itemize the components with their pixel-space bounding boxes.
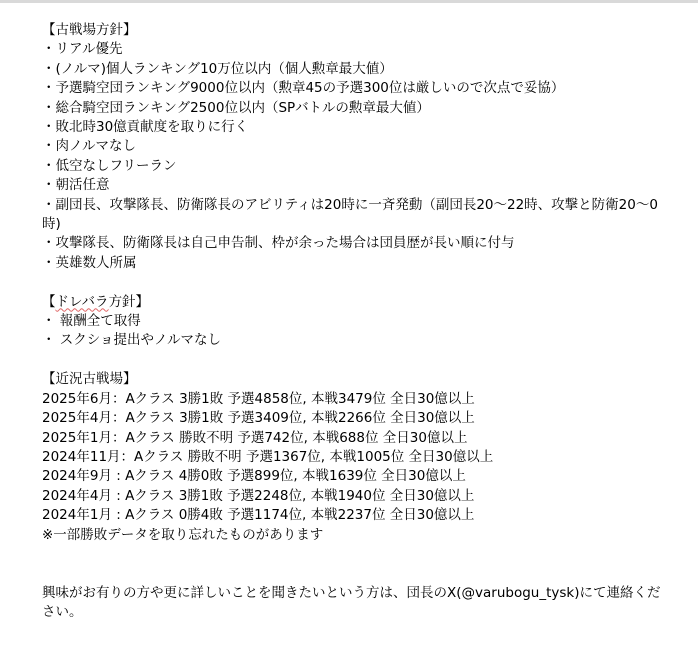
dorebara-heading-open: 【 bbox=[42, 293, 56, 310]
contact-text: 興味がお有りの方や更に詳しいことを聞きたいという方は、団長のX(@varubogu_tysk)にて連絡ください。 bbox=[42, 584, 661, 621]
recent-heading: 【近況古戦場】 bbox=[42, 371, 137, 388]
recent-item-2: 2025年4月：Aクラス 3勝1敗 予選3409位, 本戦2266位 全日30億以上 bbox=[42, 410, 475, 427]
senjo-item-2: ・(ノルマ)個人ランキング10万位以内（個人勲章最大値） bbox=[42, 60, 393, 77]
senjo-heading: 【古戦場方針】 bbox=[42, 22, 137, 38]
senjo-item-4: ・総合騎空団ランキング2500位以内（SPバトルの勲章最大値） bbox=[42, 99, 430, 116]
spellcheck-underlined-word: ドレバラ bbox=[55, 293, 109, 310]
spacer bbox=[42, 351, 662, 370]
recent-item-4: 2024年11月：Aクラス 勝敗不明 予選1367位, 本戦1005位 全日30億以上 bbox=[42, 448, 494, 465]
spacer bbox=[42, 273, 662, 292]
senjo-item-11: ・英雄数人所属 bbox=[42, 254, 137, 271]
dorebara-item-2: ・ スクショ提出やノルマなし bbox=[42, 332, 221, 349]
recent-item-7: 2024年1月 : Aクラス 0勝4敗 予選1174位, 本戦2237位 全日30億以上 bbox=[42, 507, 475, 524]
spacer bbox=[42, 545, 662, 584]
senjo-item-1: ・リアル優先 bbox=[42, 41, 123, 58]
top-divider bbox=[0, 0, 698, 3]
document-body bbox=[42, 21, 662, 623]
dorebara-heading-close: 方針】 bbox=[108, 293, 150, 310]
recent-item-1: 2025年6月：Aクラス 3勝1敗 予選4858位, 本戦3479位 全日30億以上 bbox=[42, 390, 475, 407]
senjo-item-7: ・低空なしフリーラン bbox=[42, 157, 177, 174]
recent-item-6: 2024年4月 : Aクラス 3勝1敗 予選2248位, 本戦1940位 全日30億以上 bbox=[42, 487, 475, 504]
senjo-item-8: ・朝活任意 bbox=[42, 177, 110, 194]
senjo-item-9: ・副団長、攻撃隊長、防衛隊長のアビリティは20時に一斉発動（副団長20～22時、攻撃と防衛20～0時) bbox=[42, 196, 658, 233]
dorebara-item-1: ・ 報酬全て取得 bbox=[42, 313, 141, 330]
recent-note: ※一部勝敗データを取り忘れたものがあります bbox=[42, 526, 324, 543]
recent-item-5: 2024年9月 : Aクラス 4勝0敗 予選899位, 本戦1639位 全日30億以上 bbox=[42, 468, 466, 485]
senjo-item-6: ・肉ノルマなし bbox=[42, 138, 136, 155]
senjo-item-3: ・予選騎空団ランキング9000位以内（勲章45の予選300位は厳しいので次点で妥協） bbox=[42, 80, 565, 97]
dorebara-heading bbox=[42, 293, 662, 312]
recent-item-3: 2025年1月：Aクラス 勝敗不明 予選742位, 本戦688位 全日30億以上 bbox=[42, 429, 468, 446]
senjo-item-10: ・攻撃隊長、防衛隊長は自己申告制、枠が余った場合は団員歴が長い順に付与 bbox=[42, 235, 515, 252]
senjo-item-5: ・敗北時30億貢献度を取りに行く bbox=[42, 119, 249, 136]
